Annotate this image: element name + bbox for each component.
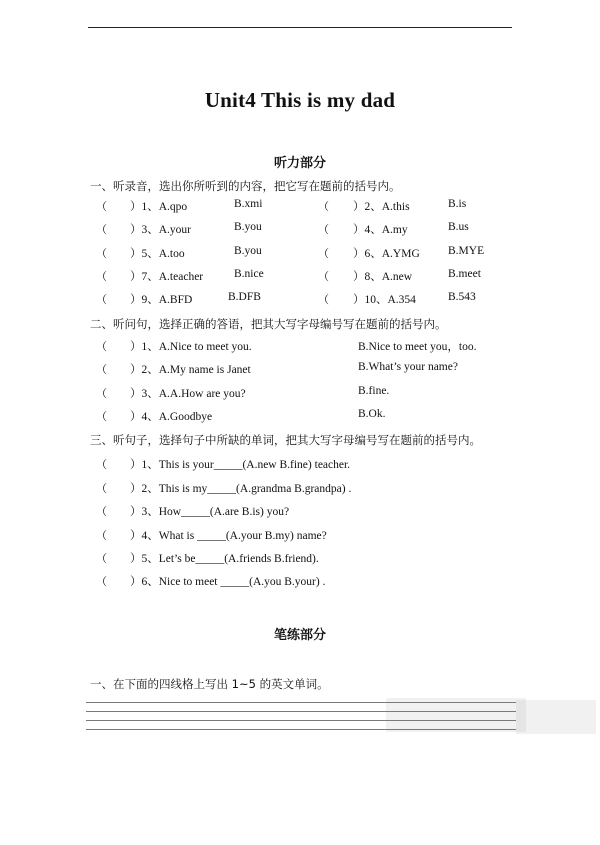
question-row	[0, 268, 600, 286]
option-a: ）2、A.this	[353, 201, 410, 213]
question-row	[0, 198, 600, 216]
answer-bracket[interactable]: （	[96, 340, 107, 353]
option-a: ）8、A.new	[353, 271, 413, 283]
question-row	[0, 245, 600, 263]
answer-bracket[interactable]: （	[96, 505, 107, 518]
grid-line	[86, 711, 516, 712]
answer-bracket[interactable]: （	[96, 223, 107, 236]
four-line-grid	[86, 700, 516, 734]
question-row	[0, 221, 600, 239]
grid-line	[86, 720, 516, 721]
question-row	[0, 361, 600, 379]
option-b: B.Ok.	[358, 408, 386, 420]
answer-bracket[interactable]: （	[96, 410, 107, 423]
option-a: ）1、A.Nice to meet you.	[130, 341, 252, 353]
answer-bracket[interactable]: （	[96, 529, 107, 542]
answer-bracket[interactable]: （	[96, 200, 107, 213]
faded-area	[386, 698, 526, 732]
grid-line	[86, 729, 516, 730]
answer-bracket[interactable]: （	[96, 247, 107, 260]
option-b: B.DFB	[228, 291, 261, 303]
option-a: ）5、A.too	[130, 248, 185, 260]
option-b: B.meet	[448, 268, 481, 280]
part1-instruction: 一、听录音，选出你所听到的内容，把它写在题前的括号内。	[90, 179, 401, 193]
option-b: B.543	[448, 291, 476, 303]
part2-instruction: 二、听问句，选择正确的答语，把其大写字母编号写在题前的括号内。	[90, 317, 447, 331]
option-b: B.nice	[234, 268, 264, 280]
part3-instruction: 三、听句子，选择句子中所缺的单词，把其大写字母编号写在题前的括号内。	[90, 433, 481, 447]
question-row	[0, 385, 600, 403]
sentence: ）4、What is _____(A.your B.my) name?	[130, 530, 327, 542]
answer-bracket[interactable]: （	[318, 223, 329, 236]
writing-section-heading: 笔练部分	[273, 628, 326, 643]
option-b: B.fine.	[358, 385, 390, 397]
header-rule	[88, 27, 512, 28]
option-b: B.is	[448, 198, 467, 210]
sentence: ）5、Let’s be_____(A.friends B.friend).	[130, 553, 319, 565]
answer-bracket[interactable]: （	[96, 293, 107, 306]
option-a: ）4、A.my	[353, 224, 408, 236]
option-b: B.What’s your name?	[358, 361, 458, 373]
option-a: ）9、A.BFD	[130, 294, 193, 306]
option-b: B.you	[234, 245, 262, 257]
option-b: B.us	[448, 221, 469, 233]
faded-area	[516, 700, 596, 734]
option-a: ）2、A.My name is Janet	[130, 364, 251, 376]
sentence: ）6、Nice to meet _____(A.you B.your) .	[130, 576, 326, 588]
answer-bracket[interactable]: （	[96, 552, 107, 565]
page-title: Unit4 This is my dad	[204, 88, 396, 112]
option-b: B.you	[234, 221, 262, 233]
option-a: ）1、A.qpo	[130, 201, 188, 213]
sentence: ）3、How_____(A.are B.is) you?	[130, 506, 290, 518]
question-row	[0, 527, 600, 545]
answer-bracket[interactable]: （	[96, 363, 107, 376]
option-a: ）3、A.your	[130, 224, 192, 236]
option-a: ）7、A.teacher	[130, 271, 204, 283]
question-row	[0, 456, 600, 474]
answer-bracket[interactable]: （	[96, 482, 107, 495]
writing-instruction: 一、在下面的四线格上写出 1~5 的英文单词。	[90, 677, 329, 691]
answer-bracket[interactable]: （	[318, 247, 329, 260]
option-b: B.MYE	[448, 245, 485, 257]
question-row	[0, 573, 600, 591]
option-b: B.Nice to meet you，too.	[358, 341, 477, 353]
grid-line	[86, 702, 516, 703]
option-a: ）4、A.Goodbye	[130, 411, 213, 423]
option-a: ）6、A.YMG	[353, 248, 420, 260]
question-row	[0, 503, 600, 521]
answer-bracket[interactable]: （	[318, 200, 329, 213]
question-row	[0, 408, 600, 426]
option-a: ）10、A.354	[353, 294, 416, 306]
answer-bracket[interactable]: （	[318, 270, 329, 283]
question-row	[0, 480, 600, 498]
question-row	[0, 291, 600, 309]
listening-section-heading: 听力部分	[273, 156, 326, 171]
answer-bracket[interactable]: （	[96, 387, 107, 400]
answer-bracket[interactable]: （	[96, 575, 107, 588]
option-a: ）3、A.A.How are you?	[130, 388, 246, 400]
answer-bracket[interactable]: （	[96, 458, 107, 471]
option-b: B.xmi	[234, 198, 263, 210]
question-row	[0, 338, 600, 356]
answer-bracket[interactable]: （	[318, 293, 329, 306]
answer-bracket[interactable]: （	[96, 270, 107, 283]
sentence: ）2、This is my_____(A.grandma B.grandpa) .	[130, 483, 352, 495]
sentence: ）1、This is your_____(A.new B.fine) teacher.	[130, 459, 351, 471]
question-row	[0, 550, 600, 568]
